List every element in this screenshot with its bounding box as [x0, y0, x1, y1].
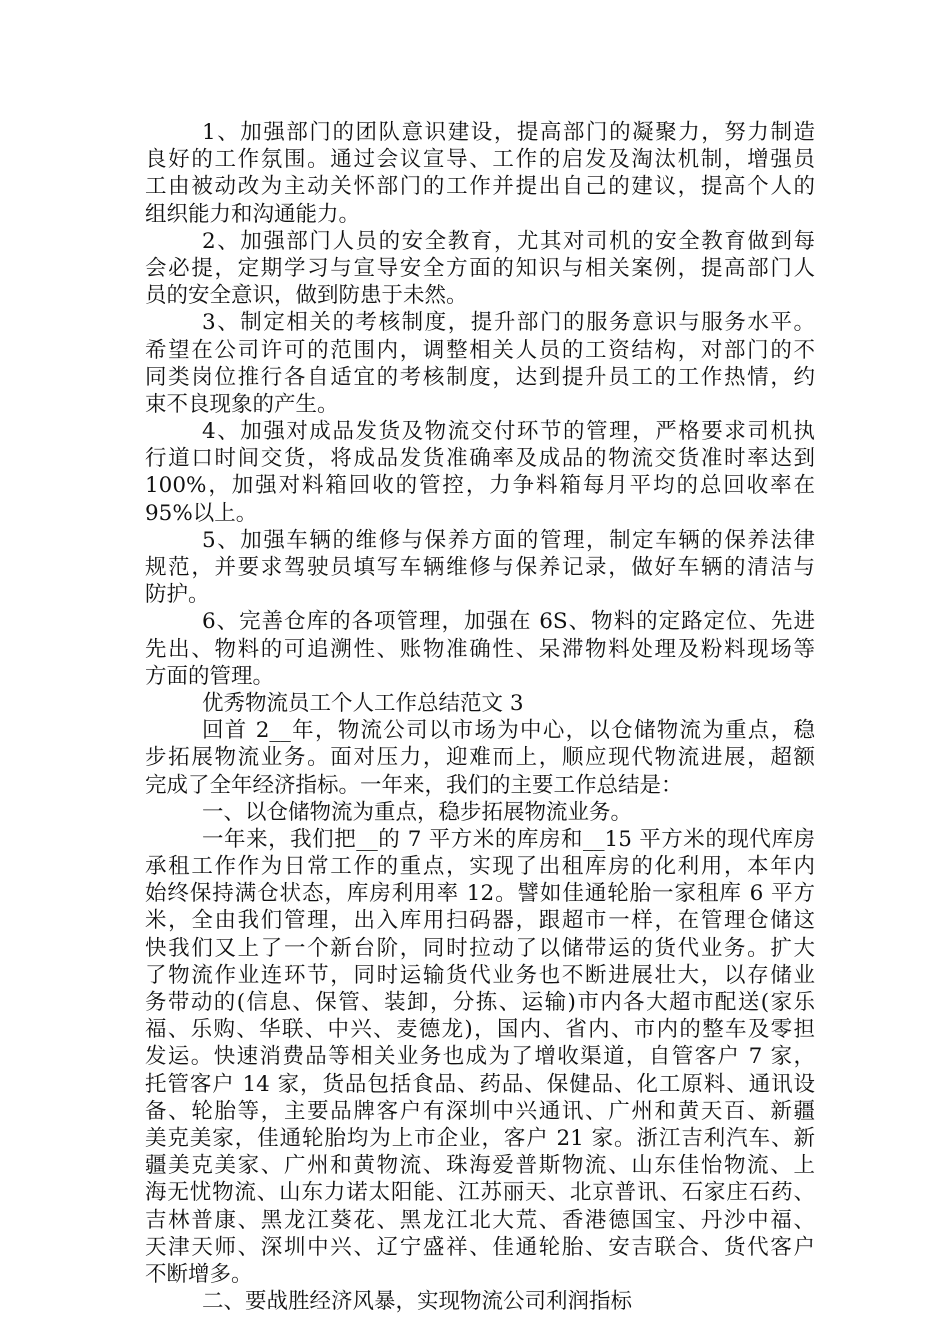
text-line: 吉林普康、黑龙江葵花、黑龙江北大荒、香港德国宝、丹沙中福、: [145, 1207, 815, 1233]
text-line: 天津天师、深圳中兴、辽宁盛祥、佳通轮胎、安吉联合、货代客户: [145, 1234, 815, 1260]
text-line: 二、要战胜经济风暴，实现物流公司利润指标: [202, 1289, 633, 1315]
text-line: 组织能力和沟通能力。: [145, 201, 361, 227]
text-line: 1、加强部门的团队意识建设，提高部门的凝聚力，努力制造: [202, 120, 815, 145]
text-line: 同类岗位推行各自适宜的考核制度，达到提升员工的工作热情，约: [145, 364, 815, 390]
text-line: 先出、物料的可追溯性、账物准确性、呆滞物料处理及粉料现场等: [145, 636, 815, 662]
text-line: 不断增多。: [145, 1261, 253, 1287]
text-line: 托管客户 14 家，货品包括食品、药品、保健品、化工原料、通讯设: [145, 1071, 815, 1097]
text-line: 优秀物流员工个人工作总结范文 3: [202, 690, 524, 716]
text-line: 6、完善仓库的各项管理，加强在 6S、物料的定路定位、先进: [202, 609, 815, 635]
text-line: 员的安全意识，做到防患于未然。: [145, 283, 468, 309]
text-line: 束不良现象的产生。: [145, 391, 339, 417]
text-line: 行道口时间交货，将成品发货准确率及成品的物流交货准时率达到: [145, 446, 815, 472]
text-line: 会必提，定期学习与宣导安全方面的知识与相关案例，提高部门人: [145, 255, 815, 281]
text-line: 一年来，我们把__的 7 平方米的库房和__15 平方米的现代库房: [202, 826, 815, 852]
text-line: 疆美克美家、广州和黄物流、珠海爱普斯物流、山东佳怡物流、上: [145, 1153, 815, 1179]
text-line: 备、轮胎等，主要品牌客户有深圳中兴通讯、广州和黄天百、新疆: [145, 1098, 815, 1124]
text-line: 了物流作业连环节，同时运输货代业务也不断进展壮大，以存储业: [145, 962, 815, 988]
text-line: 福、乐购、华联、中兴、麦德龙)，国内、省内、市内的整车及零担: [145, 1017, 815, 1043]
text-line: 希望在公司许可的范围内，调整相关人员的工资结构，对部门的不: [145, 337, 815, 363]
text-line: 工由被动改为主动关怀部门的工作并提出自己的建议，提高个人的: [145, 174, 815, 200]
text-line: 3、制定相关的考核制度，提升部门的服务意识与服务水平。: [202, 310, 815, 336]
text-line: 发运。快速消费品等相关业务也成为了增收渠道，自管客户 7 家，: [145, 1044, 815, 1070]
text-line: 务带动的(信息、保管、装卸，分拣、运输)市内各大超市配送(家乐: [145, 990, 815, 1015]
text-line: 完成了全年经济指标。一年来，我们的主要工作总结是：: [145, 772, 683, 798]
text-line: 95%以上。: [145, 500, 258, 526]
text-line: 规范，并要求驾驶员填写车辆维修与保养记录，做好车辆的清洁与: [145, 555, 815, 580]
text-line: 防护。: [145, 582, 210, 608]
text-line: 步拓展物流业务。面对压力，迎难而上，顺应现代物流进展，超额: [145, 745, 815, 771]
text-line: 2、加强部门人员的安全教育，尤其对司机的安全教育做到每: [202, 228, 815, 254]
text-line: 回首 2__年，物流公司以市场为中心，以仓储物流为重点，稳: [202, 718, 815, 744]
text-line: 一、以仓储物流为重点，稳步拓展物流业务。: [202, 799, 633, 825]
text-line: 100%，加强对料箱回收的管控，力争料箱每月平均的总回收率在: [145, 473, 815, 499]
text-line: 4、加强对成品发货及物流交付环节的管理，严格要求司机执: [202, 419, 815, 445]
text-line: 良好的工作氛围。通过会议宣导、工作的启发及淘汰机制，增强员: [145, 147, 815, 173]
text-line: 海无忧物流、山东力诺太阳能、江苏丽天、北京普讯、石家庄石药、: [145, 1180, 815, 1206]
text-line: 承租工作作为日常工作的重点，实现了出租库房的化利用，本年内: [145, 854, 815, 880]
text-line: 始终保持满仓状态，库房利用率 12。譬如佳通轮胎一家租库 6 平方: [145, 881, 815, 907]
text-line: 方面的管理。: [145, 663, 275, 689]
document-page: [145, 119, 815, 1315]
text-line: 快我们又上了一个新台阶，同时拉动了以储带运的货代业务。扩大: [145, 935, 815, 961]
text-line: 美克美家，佳通轮胎均为上市企业，客户 21 家。浙江吉利汽车、新: [145, 1125, 815, 1151]
text-line: 5、加强车辆的维修与保养方面的管理，制定车辆的保养法律: [202, 527, 815, 553]
text-line: 米，全由我们管理，出入库用扫码器，跟超市一样，在管理仓储这: [145, 908, 815, 934]
